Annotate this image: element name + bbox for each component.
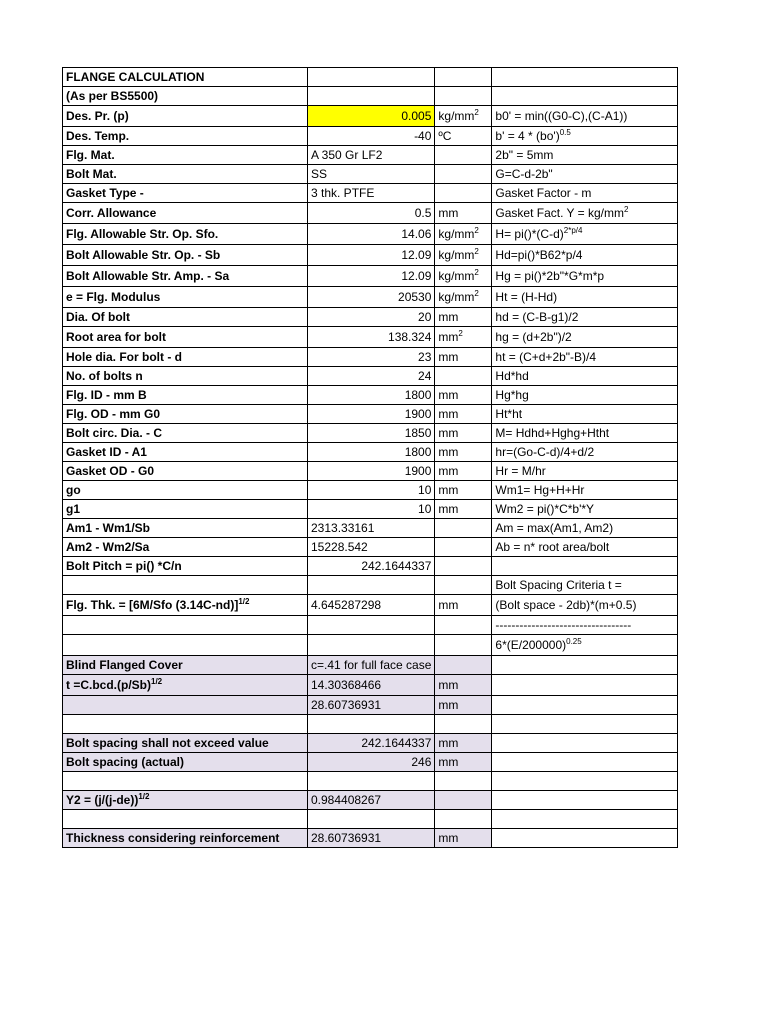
table-row [63, 184, 678, 203]
value-cell[interactable]: c=.41 for full face case [308, 656, 435, 675]
value-cell[interactable]: 28.60736931 [308, 696, 435, 715]
table-row [63, 224, 678, 245]
table-row [63, 462, 678, 481]
value-cell[interactable]: 14.30368466 [308, 675, 435, 696]
value-cell[interactable]: A 350 Gr LF2 [308, 146, 435, 165]
value-cell[interactable]: 14.06 [308, 224, 435, 245]
value-cell[interactable] [308, 68, 435, 87]
label-cell[interactable]: Corr. Allowance [63, 203, 308, 224]
unit-cell[interactable]: $mm^2$ [435, 327, 492, 348]
unit-cell[interactable]: mm [435, 675, 492, 696]
label-cell[interactable]: Bolt spacing (actual) [63, 753, 308, 772]
label-cell[interactable]: Gasket ID - A1 [63, 443, 308, 462]
formula-cell[interactable]: (Bolt space - 2db)*(m+0.5) [492, 595, 678, 616]
table-row [63, 481, 678, 500]
formula-cell[interactable]: Hg*hg [492, 386, 678, 405]
unit-cell[interactable]: mm [435, 481, 492, 500]
table-row [63, 715, 678, 734]
value-cell[interactable]: 10 [308, 500, 435, 519]
value-cell[interactable]: 246 [308, 753, 435, 772]
formula-cell[interactable] [492, 696, 678, 715]
unit-cell[interactable]: mm [435, 308, 492, 327]
unit-cell[interactable] [435, 791, 492, 810]
value-cell[interactable]: 20 [308, 308, 435, 327]
unit-cell[interactable]: $kg/mm^2$ [435, 224, 492, 245]
unit-cell[interactable]: mm [435, 386, 492, 405]
formula-cell[interactable] [492, 675, 678, 696]
value-cell[interactable]: 4.645287298 [308, 595, 435, 616]
table-row [63, 734, 678, 753]
unit-cell[interactable]: $kg/mm^2$ [435, 287, 492, 308]
table-row [63, 68, 678, 87]
table-row [63, 443, 678, 462]
formula-cell[interactable]: Gasket Fact. $Y = kg/mm^2$ [492, 203, 678, 224]
formula-cell[interactable]: ht = (C+d+2b"-B)/4 [492, 348, 678, 367]
unit-cell[interactable]: mm [435, 443, 492, 462]
table-row [63, 245, 678, 266]
table-row [63, 635, 678, 656]
table-row [63, 791, 678, 810]
label-cell[interactable]: go [63, 481, 308, 500]
unit-cell[interactable]: mm [435, 500, 492, 519]
table-row [63, 405, 678, 424]
table-row [63, 753, 678, 772]
unit-cell[interactable] [435, 656, 492, 675]
table-row [63, 165, 678, 184]
formula-cell[interactable]: 2b" = 5mm [492, 146, 678, 165]
unit-cell[interactable] [435, 87, 492, 106]
value-cell[interactable] [308, 715, 435, 734]
formula-cell[interactable]: Hg = pi()*2b"*G*m*p [492, 266, 678, 287]
table-row [63, 424, 678, 443]
label-cell[interactable] [63, 772, 308, 791]
label-cell[interactable]: Bolt Pitch = pi() *C/n [63, 557, 308, 576]
unit-cell[interactable] [435, 557, 492, 576]
value-cell[interactable]: 0.5 [308, 203, 435, 224]
value-cell[interactable]: -40 [308, 127, 435, 146]
formula-cell[interactable]: Wm1= Hg+H+Hr [492, 481, 678, 500]
label-cell[interactable]: Bolt Mat. [63, 165, 308, 184]
value-cell[interactable]: 2313.33161 [308, 519, 435, 538]
label-cell[interactable]: Root area for bolt [63, 327, 308, 348]
value-cell[interactable] [308, 616, 435, 635]
formula-cell[interactable]: $b' = 4 * (bo')^{0.5}$ [492, 127, 678, 146]
value-cell[interactable] [308, 576, 435, 595]
label-cell[interactable]: Bolt circ. Dia. - C [63, 424, 308, 443]
table-row [63, 500, 678, 519]
label-cell[interactable]: Flg. ID - mm B [63, 386, 308, 405]
unit-cell[interactable] [435, 367, 492, 386]
formula-cell[interactable] [492, 791, 678, 810]
formula-cell[interactable]: hr=(Go-C-d)/4+d/2 [492, 443, 678, 462]
label-cell[interactable]: Am2 - Wm2/Sa [63, 538, 308, 557]
label-cell[interactable]: Gasket Type - [63, 184, 308, 203]
table-row [63, 675, 678, 696]
table-row [63, 696, 678, 715]
value-cell[interactable]: 0.005 [308, 106, 435, 127]
label-cell[interactable] [63, 810, 308, 829]
formula-cell[interactable]: Hr = M/hr [492, 462, 678, 481]
table-row [63, 327, 678, 348]
label-cell[interactable] [63, 635, 308, 656]
formula-cell[interactable]: Am = max(Am1, Am2) [492, 519, 678, 538]
value-cell[interactable]: 1800 [308, 443, 435, 462]
value-cell[interactable] [308, 87, 435, 106]
value-cell[interactable]: 10 [308, 481, 435, 500]
formula-cell[interactable]: hg = (d+2b")/2 [492, 327, 678, 348]
label-cell[interactable]: Flg. Allowable Str. Op. Sfo. [63, 224, 308, 245]
table-row [63, 538, 678, 557]
label-cell[interactable] [63, 616, 308, 635]
formula-cell[interactable]: Ab = n* root area/bolt [492, 538, 678, 557]
label-cell[interactable]: Bolt Allowable Str. Amp. - Sa [63, 266, 308, 287]
label-cell[interactable]: Flg. Mat. [63, 146, 308, 165]
value-cell[interactable]: 28.60736931 [308, 829, 435, 848]
unit-cell[interactable]: $kg/mm^2$ [435, 245, 492, 266]
formula-cell[interactable] [492, 656, 678, 675]
table-row [63, 106, 678, 127]
unit-cell[interactable] [435, 616, 492, 635]
unit-cell[interactable]: mm [435, 753, 492, 772]
label-cell[interactable]: Blind Flanged Cover [63, 656, 308, 675]
label-cell[interactable]: Bolt spacing shall not exceed value [63, 734, 308, 753]
unit-cell[interactable] [435, 146, 492, 165]
value-cell[interactable]: 3 thk. PTFE [308, 184, 435, 203]
formula-cell[interactable]: $6*(E/200000)^{0.25}$ [492, 635, 678, 656]
unit-cell[interactable]: mm [435, 405, 492, 424]
unit-cell[interactable]: $kg/mm^2$ [435, 266, 492, 287]
unit-cell[interactable] [435, 184, 492, 203]
label-cell[interactable]: Flg. OD - mm G0 [63, 405, 308, 424]
unit-cell[interactable]: mm [435, 734, 492, 753]
formula-cell[interactable]: ---------------------------------- [492, 616, 678, 635]
unit-cell[interactable] [435, 635, 492, 656]
label-cell[interactable]: No. of bolts n [63, 367, 308, 386]
table-row [63, 576, 678, 595]
label-cell[interactable] [63, 576, 308, 595]
formula-cell[interactable] [492, 753, 678, 772]
label-cell[interactable]: e = Flg. Modulus [63, 287, 308, 308]
value-cell[interactable]: 1900 [308, 405, 435, 424]
formula-cell[interactable]: hd = (C-B-g1)/2 [492, 308, 678, 327]
formula-cell[interactable]: M= Hdhd+Hghg+Htht [492, 424, 678, 443]
table-row [63, 308, 678, 327]
table-row [63, 127, 678, 146]
label-cell[interactable]: $Y2 = (j/(j-de))^{1/2}$ [63, 791, 308, 810]
formula-cell[interactable]: b0' = min((G0-C),(C-A1)) [492, 106, 678, 127]
unit-cell[interactable] [435, 810, 492, 829]
label-cell[interactable] [63, 696, 308, 715]
formula-cell[interactable] [492, 87, 678, 106]
unit-cell[interactable]: mm [435, 595, 492, 616]
table-row [63, 146, 678, 165]
value-cell[interactable]: 15228.542 [308, 538, 435, 557]
value-cell[interactable]: 242.1644337 [308, 734, 435, 753]
formula-cell[interactable]: $H= pi()*(C-d)^{2*p/4}$ [492, 224, 678, 245]
formula-cell[interactable] [492, 68, 678, 87]
value-cell[interactable]: 23 [308, 348, 435, 367]
value-cell[interactable] [308, 810, 435, 829]
label-cell[interactable]: Flg. Thk. = [6M/Sfo (3.14C-nd)]$^{1/2}$ [63, 595, 308, 616]
label-cell[interactable]: Des. Pr. (p) [63, 106, 308, 127]
label-cell[interactable]: Hole dia. For bolt - d [63, 348, 308, 367]
value-cell[interactable]: 1900 [308, 462, 435, 481]
label-cell[interactable]: g1 [63, 500, 308, 519]
label-cell[interactable]: $t =C.bcd.(p/Sb)^{1/2}$ [63, 675, 308, 696]
formula-cell[interactable]: G=C-d-2b" [492, 165, 678, 184]
formula-cell[interactable] [492, 715, 678, 734]
table-row [63, 829, 678, 848]
label-cell[interactable]: Des. Temp. [63, 127, 308, 146]
label-cell[interactable]: Bolt Allowable Str. Op. - Sb [63, 245, 308, 266]
table-row [63, 367, 678, 386]
label-cell[interactable]: (As per BS5500) [63, 87, 308, 106]
unit-cell[interactable]: mm [435, 424, 492, 443]
label-cell[interactable]: FLANGE CALCULATION [63, 68, 308, 87]
formula-cell[interactable] [492, 734, 678, 753]
value-cell[interactable]: 1800 [308, 386, 435, 405]
value-cell[interactable]: 0.984408267 [308, 791, 435, 810]
value-cell[interactable]: 12.09 [308, 266, 435, 287]
unit-cell[interactable]: mm [435, 696, 492, 715]
formula-cell[interactable]: Hd*hd [492, 367, 678, 386]
value-cell[interactable] [308, 635, 435, 656]
label-cell[interactable] [63, 715, 308, 734]
table-row [63, 287, 678, 308]
formula-cell[interactable]: Bolt Spacing Criteria t = [492, 576, 678, 595]
unit-cell[interactable]: mm [435, 829, 492, 848]
table-row [63, 772, 678, 791]
label-cell[interactable]: Gasket OD - G0 [63, 462, 308, 481]
unit-cell[interactable] [435, 519, 492, 538]
unit-cell[interactable] [435, 165, 492, 184]
table-row [63, 595, 678, 616]
label-cell[interactable]: Thickness considering reinforcement [63, 829, 308, 848]
value-cell[interactable]: 12.09 [308, 245, 435, 266]
formula-cell[interactable]: Gasket Factor - m [492, 184, 678, 203]
unit-cell[interactable] [435, 715, 492, 734]
formula-cell[interactable] [492, 810, 678, 829]
unit-cell[interactable] [435, 538, 492, 557]
label-cell[interactable]: Am1 - Wm1/Sb [63, 519, 308, 538]
value-cell[interactable]: 24 [308, 367, 435, 386]
formula-cell[interactable]: Hd=pi()*B62*p/4 [492, 245, 678, 266]
table-row [63, 348, 678, 367]
value-cell[interactable]: 20530 [308, 287, 435, 308]
flange-calculation-table [62, 67, 678, 848]
table-row [63, 266, 678, 287]
table-row [63, 616, 678, 635]
unit-cell[interactable] [435, 576, 492, 595]
table-row [63, 557, 678, 576]
unit-cell[interactable]: mm [435, 462, 492, 481]
formula-cell[interactable] [492, 557, 678, 576]
table-row [63, 519, 678, 538]
unit-cell[interactable] [435, 68, 492, 87]
table-row [63, 203, 678, 224]
table-row [63, 386, 678, 405]
formula-cell[interactable]: Ht = (H-Hd) [492, 287, 678, 308]
label-cell[interactable]: Dia. Of bolt [63, 308, 308, 327]
unit-cell[interactable]: mm [435, 348, 492, 367]
unit-cell[interactable] [435, 772, 492, 791]
table-row [63, 810, 678, 829]
unit-cell[interactable]: $kg/mm^2$ [435, 106, 492, 127]
value-cell[interactable]: 242.1644337 [308, 557, 435, 576]
formula-cell[interactable]: Ht*ht [492, 405, 678, 424]
table-row [63, 87, 678, 106]
table-row [63, 656, 678, 675]
unit-cell[interactable]: ºC [435, 127, 492, 146]
value-cell[interactable] [308, 772, 435, 791]
formula-cell[interactable] [492, 772, 678, 791]
formula-cell[interactable] [492, 829, 678, 848]
value-cell[interactable]: SS [308, 165, 435, 184]
value-cell[interactable]: 1850 [308, 424, 435, 443]
unit-cell[interactable]: mm [435, 203, 492, 224]
formula-cell[interactable]: Wm2 = pi()*C*b'*Y [492, 500, 678, 519]
value-cell[interactable]: 138.324 [308, 327, 435, 348]
